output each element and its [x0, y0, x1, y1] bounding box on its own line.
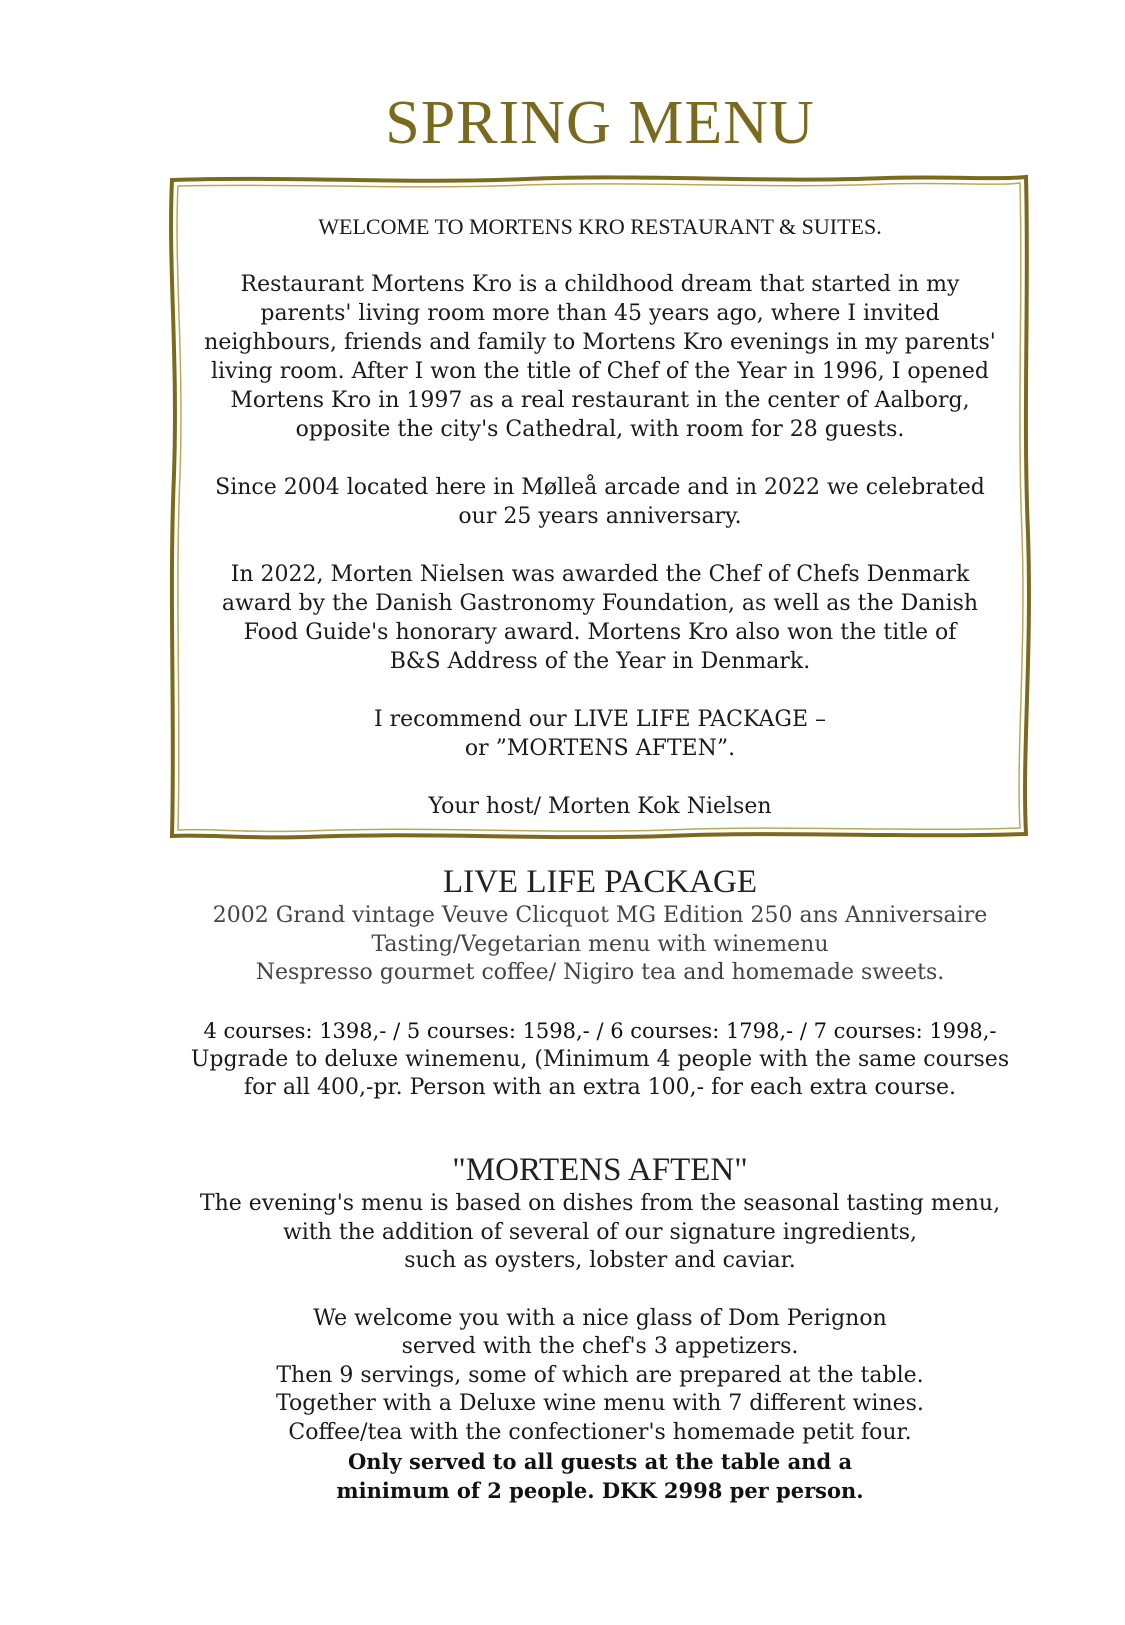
text-line: opposite the city's Cathedral, with room for 28 guests.	[295, 417, 905, 442]
welcome-paragraph-recommendation	[190, 705, 1010, 763]
text-line: We welcome you with a nice glass of Dom Perignon	[313, 1305, 887, 1331]
mortens-aften-details	[170, 1305, 1030, 1448]
welcome-heading: WELCOME TO MORTENS KRO RESTAURANT & SUITES.	[318, 214, 882, 239]
text-line: with the addition of several of our signature ingredients,	[282, 1219, 918, 1245]
upgrade-note	[170, 1046, 1030, 1103]
mortens-aften-intro	[170, 1190, 1030, 1276]
text-line: minimum of 2 people. DKK 2998 per person.	[336, 1478, 864, 1503]
text-line: served with the chef's 3 appetizers.	[401, 1334, 799, 1359]
text-line: B&S Address of the Year in Denmark.	[389, 649, 811, 674]
text-line: Coffee/tea with the confectioner's homemade petit four.	[288, 1419, 912, 1445]
text-line: Upgrade to deluxe winemenu, (Minimum 4 people with the same courses	[190, 1046, 1010, 1072]
text-line: Restaurant Mortens Kro is a childhood dream that started in my	[240, 272, 960, 297]
text-line: I recommend our LIVE LIFE PACKAGE –	[373, 707, 827, 732]
text-line: such as oysters, lobster and caviar.	[404, 1248, 796, 1273]
text-line: In 2022, Morten Nielsen was awarded the Chef of Chefs Denmark	[230, 562, 970, 587]
text-line: The evening's menu is based on dishes from the seasonal tasting menu,	[199, 1191, 1001, 1216]
text-line: Then 9 servings, some of which are prepared at the table.	[276, 1362, 924, 1388]
text-line: 2002 Grand vintage Veuve Clicquot MG Edition 250 ans Anniversaire	[212, 903, 988, 928]
text-line: Only served to all guests at the table and a	[347, 1449, 853, 1474]
live-life-heading: LIVE LIFE PACKAGE	[442, 864, 758, 900]
live-life-package-section	[170, 862, 1030, 1103]
text-line: Nespresso gourmet coffee/ Nigiro tea and homemade sweets.	[255, 960, 945, 985]
text-line: our 25 years anniversary.	[458, 504, 742, 529]
text-line: Since 2004 located here in Mølleå arcade and in 2022 we celebrated	[215, 475, 985, 500]
text-line: Mortens Kro in 1997 as a real restaurant in the center of Aalborg,	[230, 388, 970, 413]
mortens-aften-heading: "MORTENS AFTEN"	[452, 1152, 748, 1188]
live-life-description	[170, 902, 1030, 988]
page-title: SPRING MENU	[385, 89, 815, 157]
welcome-paragraph-location	[190, 473, 1010, 531]
text-line: living room. After I won the title of Chef of the Year in 1996, I opened	[210, 359, 990, 384]
text-line: Tasting/Vegetarian menu with winemenu	[371, 931, 829, 957]
mortens-aften-section	[170, 1150, 1030, 1505]
text-line: parents' living room more than 45 years ago, where I invited	[260, 301, 940, 326]
text-line: Together with a Deluxe wine menu with 7 different wines.	[276, 1391, 924, 1416]
text-line: or ”MORTENS AFTEN”.	[464, 736, 736, 761]
text-line: for all 400,-pr. Person with an extra 100,- for each extra course.	[243, 1075, 957, 1100]
text-line: award by the Danish Gastronomy Foundation, as well as the Danish	[221, 591, 979, 616]
serving-condition-note	[170, 1447, 1030, 1505]
course-prices: 4 courses: 1398,- / 5 courses: 1598,- / 6 courses: 1798,- / 7 courses: 1998,-	[203, 1018, 997, 1043]
welcome-text-block	[190, 212, 1010, 850]
welcome-paragraph-awards	[190, 560, 1010, 676]
text-line: Food Guide's honorary award. Mortens Kro also won the title of	[243, 620, 957, 645]
welcome-paragraph-history	[190, 270, 1010, 444]
text-line: neighbours, friends and family to Mortens Kro evenings in my parents'	[204, 330, 996, 355]
host-signature: Your host/ Morten Kok Nielsen	[428, 794, 772, 819]
